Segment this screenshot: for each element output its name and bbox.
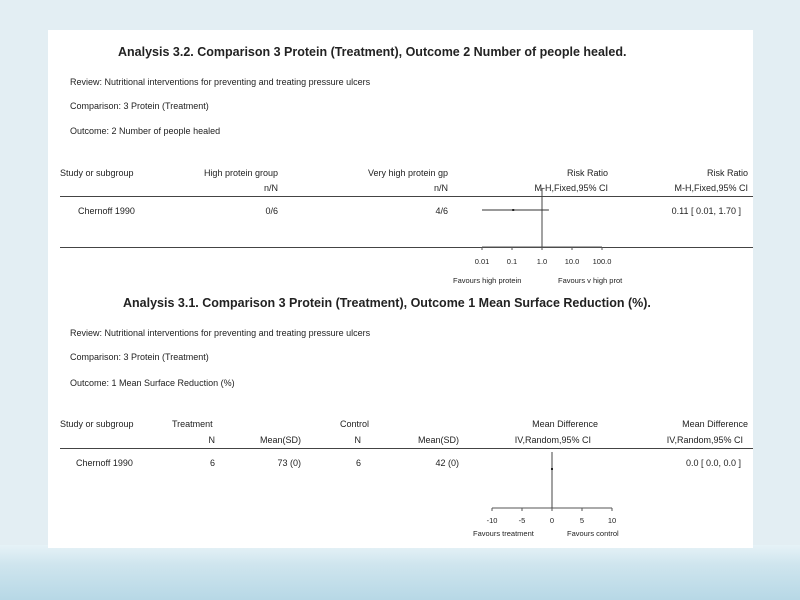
plot-a-point-estimate	[512, 209, 514, 211]
plot-b-tick-label: -10	[486, 516, 498, 525]
analysis-b-row-control-mean: 42 (0)	[435, 458, 459, 468]
plot-a-tick-label: 100.0	[592, 257, 612, 266]
plot-b-tick-label: 5	[579, 516, 585, 525]
slide-background-stripe	[0, 545, 800, 600]
plot-a-tick-label: 1.0	[536, 257, 548, 266]
analysis-a-title: Analysis 3.2. Comparison 3 Protein (Treatment), Outcome 2 Number of people healed.	[118, 45, 627, 59]
analysis-b-header-treatment-mean: Mean(SD)	[259, 435, 301, 445]
analysis-b-row-effect: 0.0 [ 0.0, 0.0 ]	[685, 458, 741, 468]
analysis-b-header-effect-sub: IV,Random,95% CI	[666, 435, 743, 445]
analysis-a-row-group2: 4/6	[435, 206, 448, 216]
plot-a-tick-label: 0.01	[474, 257, 490, 266]
analysis-b-header-study: Study or subgroup	[60, 419, 134, 429]
analysis-a-comparison: Comparison: 3 Protein (Treatment)	[70, 101, 209, 111]
analysis-a-outcome: Outcome: 2 Number of people healed	[70, 126, 221, 136]
analysis-b-header-treatment-n: N	[208, 435, 215, 445]
analysis-b-row-control-n: 6	[355, 458, 361, 468]
analysis-b-favours-right: Favours control	[567, 529, 619, 538]
plot-b-tick-label: 10	[607, 516, 617, 525]
analysis-b-outcome: Outcome: 1 Mean Surface Reduction (%)	[70, 378, 235, 388]
analysis-b-header-control-mean: Mean(SD)	[417, 435, 459, 445]
analysis-b-comparison: Comparison: 3 Protein (Treatment)	[70, 352, 209, 362]
analysis-a-favours-left: Favours high protein	[453, 276, 522, 285]
plot-a-tick-label: 10.0	[564, 257, 580, 266]
analysis-b-header-effect: Mean Difference	[682, 419, 748, 429]
analysis-a-header-group1: High protein group	[203, 168, 278, 178]
analysis-b-title: Analysis 3.1. Comparison 3 Protein (Treatment), Outcome 1 Mean Surface Reduction (%).	[123, 296, 651, 310]
analysis-a-review: Review: Nutritional interventions for preventing and treating pressure ulcers	[70, 77, 371, 87]
analysis-a-row-study: Chernoff 1990	[78, 206, 135, 216]
analysis-b-row-treatment-n: 6	[209, 458, 215, 468]
plot-a-tick-label: 0.1	[506, 257, 518, 266]
analysis-a-header-plot: Risk Ratio	[566, 168, 608, 178]
analysis-a-header-group1-sub: n/N	[263, 183, 278, 193]
plot-b-tick-label: -5	[518, 516, 526, 525]
analysis-b-header-control-n: N	[354, 435, 361, 445]
analysis-a-favours-right: Favours v high prot	[558, 276, 623, 285]
analysis-a-header-group2: Very high protein gp	[367, 168, 448, 178]
plot-b-tick-label: 0	[549, 516, 555, 525]
analysis-b-header-rule	[60, 448, 753, 449]
analysis-a-header-effect-sub: M-H,Fixed,95% CI	[674, 183, 748, 193]
analysis-b-favours-left: Favours treatment	[473, 529, 534, 538]
analysis-a-forest-plot	[450, 180, 650, 290]
analysis-b-header-plot-sub: IV,Random,95% CI	[514, 435, 591, 445]
analysis-a-header-study: Study or subgroup	[60, 168, 134, 178]
plot-b-point-estimate	[551, 468, 553, 470]
analysis-b-review: Review: Nutritional interventions for preventing and treating pressure ulcers	[70, 328, 371, 338]
analysis-b-header-plot: Mean Difference	[532, 419, 598, 429]
analysis-a-header-plot-sub: M-H,Fixed,95% CI	[534, 183, 608, 193]
analysis-b-row-treatment-mean: 73 (0)	[277, 458, 301, 468]
analysis-a-row-effect: 0.11 [ 0.01, 1.70 ]	[671, 206, 741, 216]
analysis-a-row-group1: 0/6	[265, 206, 278, 216]
analysis-b-row-study: Chernoff 1990	[76, 458, 133, 468]
analysis-a-header-group2-sub: n/N	[433, 183, 448, 193]
analysis-b-header-treatment: Treatment	[172, 419, 213, 429]
analysis-a-header-effect: Risk Ratio	[706, 168, 748, 178]
document-page	[48, 30, 753, 548]
analysis-b-header-control: Control	[340, 419, 370, 429]
